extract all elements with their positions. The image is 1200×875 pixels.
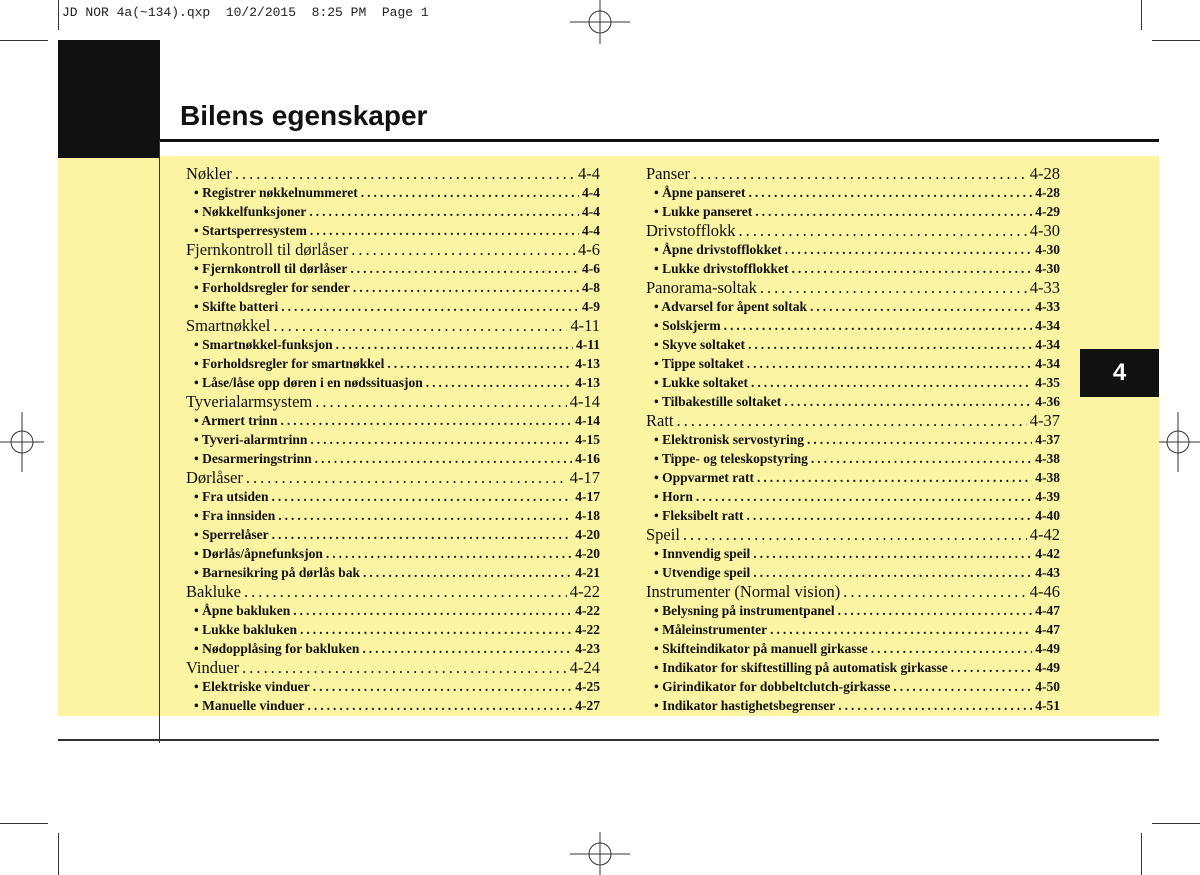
toc-page-number: 4-17: [569, 468, 600, 487]
toc-label: • Dørlås/åpnefunksjon: [194, 546, 323, 561]
toc-section[interactable]: [646, 221, 1060, 240]
toc-label: • Desarmeringstrinn: [194, 451, 312, 466]
toc-page-number: 4-28: [1035, 185, 1060, 200]
toc-entry[interactable]: [646, 506, 1060, 525]
toc-leader-dots: [273, 316, 567, 335]
toc-section[interactable]: [186, 316, 600, 335]
toc-page-number: 4-51: [1035, 698, 1060, 713]
toc-page-number: 4-37: [1035, 432, 1060, 447]
toc-entry[interactable]: [646, 430, 1060, 449]
toc-page-number: 4-38: [1035, 451, 1060, 466]
toc-label: • Elektriske vinduer: [194, 679, 310, 694]
toc-entry[interactable]: [186, 221, 600, 240]
toc-page-number: 4-40: [1035, 508, 1060, 523]
toc-column-right: [646, 164, 1060, 715]
crop-mark: [58, 833, 59, 875]
toc-label: • Åpne drivstofflokket: [654, 242, 782, 257]
toc-leader-dots: [280, 411, 572, 430]
registration-mark-left: [0, 412, 44, 472]
toc-leader-dots: [755, 202, 1032, 221]
toc-entry[interactable]: [646, 240, 1060, 259]
toc-label: • Lukke panseret: [654, 204, 753, 219]
toc-entry[interactable]: [646, 354, 1060, 373]
toc-page-number: 4-49: [1035, 660, 1060, 675]
toc-page-number: 4-22: [569, 582, 600, 601]
toc-section[interactable]: [646, 525, 1060, 544]
toc-page-number: 4-46: [1029, 582, 1060, 601]
toc-entry[interactable]: [186, 696, 600, 715]
toc-section[interactable]: [186, 582, 600, 601]
toc-leader-dots: [353, 278, 579, 297]
toc-entry[interactable]: [646, 563, 1060, 582]
toc-entry[interactable]: [646, 449, 1060, 468]
toc-label: • Advarsel for åpent soltak: [654, 299, 807, 314]
toc-entry[interactable]: [186, 525, 600, 544]
toc-leader-dots: [748, 335, 1032, 354]
toc-leader-dots: [313, 677, 573, 696]
chapter-tab: 4: [1080, 349, 1159, 397]
toc-label: • Fleksibelt ratt: [654, 508, 744, 523]
toc-label: Drivstofflokk: [646, 221, 736, 240]
toc-page-number: 4-30: [1035, 261, 1060, 276]
toc-label: • Lukke drivstofflokket: [654, 261, 789, 276]
toc-label: • Skifte batteri: [194, 299, 279, 314]
toc-label: • Smartnøkkel-funksjon: [194, 337, 333, 352]
toc-leader-dots: [271, 487, 572, 506]
crop-mark: [1141, 833, 1142, 875]
toc-leader-dots: [309, 202, 579, 221]
toc-leader-dots: [810, 297, 1032, 316]
toc-page-number: 4-27: [575, 698, 600, 713]
toc-page-number: 4-4: [582, 223, 600, 238]
margin-rule: [159, 140, 160, 743]
toc-label: Dørlåser: [186, 468, 243, 487]
toc-entry[interactable]: [186, 335, 600, 354]
toc-label: • Barnesikring på dørlås bak: [194, 565, 361, 580]
toc-entry[interactable]: [186, 544, 600, 563]
toc-label: • Oppvarmet ratt: [654, 470, 754, 485]
toc-leader-dots: [770, 620, 1032, 639]
toc-entry[interactable]: [646, 639, 1060, 658]
toc-leader-dots: [760, 278, 1027, 297]
toc-leader-dots: [307, 696, 572, 715]
registration-mark-top: [570, 0, 630, 44]
toc-leader-dots: [693, 164, 1027, 183]
toc-label: Ratt: [646, 411, 674, 430]
toc-label: • Horn: [654, 489, 693, 504]
toc-page-number: 4-49: [1035, 641, 1060, 656]
toc-entry[interactable]: [186, 487, 600, 506]
toc-entry[interactable]: [186, 449, 600, 468]
toc-page-number: 4-29: [1035, 204, 1060, 219]
toc-page-number: 4-30: [1029, 221, 1060, 240]
toc-label: Panser: [646, 164, 690, 183]
toc-page-number: 4-42: [1029, 525, 1060, 544]
toc-label: Fjernkontroll til dørlåser: [186, 240, 349, 259]
toc-page-number: 4-22: [575, 622, 600, 637]
crop-mark: [1141, 0, 1142, 30]
toc-section[interactable]: [186, 240, 600, 259]
toc-page-number: 4-22: [575, 603, 600, 618]
crop-mark: [58, 0, 59, 30]
toc-page-number: 4-25: [575, 679, 600, 694]
toc-leader-dots: [326, 544, 572, 563]
toc-leader-dots: [785, 240, 1033, 259]
toc-page-number: 4-34: [1035, 337, 1060, 352]
toc-leader-dots: [315, 449, 573, 468]
toc-leader-dots: [871, 639, 1032, 658]
toc-section[interactable]: [646, 164, 1060, 183]
toc-page-number: 4-37: [1029, 411, 1060, 430]
toc-label: • Manuelle vinduer: [194, 698, 305, 713]
toc-page-number: 4-36: [1035, 394, 1060, 409]
toc-page-number: 4-47: [1035, 603, 1060, 618]
toc-leader-dots: [696, 487, 1032, 506]
toc-label: • Åpne bakluken: [194, 603, 291, 618]
toc-page-number: 4-6: [578, 240, 600, 259]
toc-label: • Nødopplåsing for bakluken: [194, 641, 360, 656]
bottom-rule: [58, 739, 1159, 741]
toc-entry[interactable]: [186, 373, 600, 392]
toc-label: • Skifteindikator på manuell girkasse: [654, 641, 868, 656]
toc-leader-dots: [281, 297, 579, 316]
toc-entry[interactable]: [186, 430, 600, 449]
toc-leader-dots: [315, 392, 567, 411]
crop-mark: [1152, 823, 1200, 824]
toc-leader-dots: [310, 430, 572, 449]
toc-entry[interactable]: [186, 677, 600, 696]
toc-entry[interactable]: [186, 639, 600, 658]
registration-mark-bottom: [570, 832, 630, 875]
toc-page-number: 4-50: [1035, 679, 1060, 694]
toc-page-number: 4-11: [570, 316, 600, 335]
toc-page-number: 4-47: [1035, 622, 1060, 637]
toc-label: • Fra utsiden: [194, 489, 269, 504]
toc-leader-dots: [362, 639, 572, 658]
toc-label: • Girindikator for dobbeltclutch-girkasse: [654, 679, 891, 694]
toc-entry[interactable]: [186, 183, 600, 202]
toc-page-number: 4-34: [1035, 318, 1060, 333]
page-title: Bilens egenskaper: [180, 100, 428, 131]
toc-leader-dots: [310, 221, 579, 240]
toc-entry[interactable]: [186, 259, 600, 278]
toc-section[interactable]: [186, 392, 600, 411]
toc-page-number: 4-8: [582, 280, 600, 295]
toc-label: • Tilbakestille soltaket: [654, 394, 782, 409]
toc-leader-dots: [242, 658, 567, 677]
toc-leader-dots: [746, 506, 1032, 525]
toc-leader-dots: [753, 544, 1032, 563]
toc-entry[interactable]: [646, 297, 1060, 316]
toc-label: • Fjernkontroll til dørlåser: [194, 261, 348, 276]
toc-page-number: 4-20: [575, 546, 600, 561]
toc-section[interactable]: [186, 164, 600, 183]
toc-entry[interactable]: [186, 506, 600, 525]
toc-leader-dots: [351, 240, 575, 259]
toc-page-number: 4-4: [582, 204, 600, 219]
toc-entry[interactable]: [646, 468, 1060, 487]
toc-leader-dots: [300, 620, 572, 639]
toc-leader-dots: [748, 183, 1032, 202]
toc-entry[interactable]: [646, 658, 1060, 677]
toc-page-number: 4-20: [575, 527, 600, 542]
crop-mark: [0, 823, 48, 824]
toc-page-number: 4-43: [1035, 565, 1060, 580]
toc-page-number: 4-39: [1035, 489, 1060, 504]
toc-label: Instrumenter (Normal vision): [646, 582, 841, 601]
toc-page-number: 4-13: [575, 375, 600, 390]
toc-leader-dots: [838, 601, 1033, 620]
toc-entry[interactable]: [186, 354, 600, 373]
toc-page-number: 4-30: [1035, 242, 1060, 257]
chapter-block: [58, 40, 160, 158]
toc-label: • Forholdsregler for smartnøkkel: [194, 356, 385, 371]
toc-page-number: 4-4: [582, 185, 600, 200]
toc-leader-dots: [751, 373, 1032, 392]
toc-label: Nøkler: [186, 164, 232, 183]
toc-label: • Tippe soltaket: [654, 356, 744, 371]
toc-label: • Lukke bakluken: [194, 622, 298, 637]
toc-label: • Låse/låse opp døren i en nødssituasjon: [194, 375, 423, 390]
crop-mark: [0, 40, 48, 41]
toc-page-number: 4-14: [575, 413, 600, 428]
toc-label: • Armert trinn: [194, 413, 278, 428]
toc-leader-dots: [246, 468, 567, 487]
toc-section[interactable]: [186, 658, 600, 677]
toc-page-number: 4-21: [575, 565, 600, 580]
toc-column-left: [186, 164, 600, 715]
toc-entry[interactable]: [646, 259, 1060, 278]
toc-page-number: 4-38: [1035, 470, 1060, 485]
toc-leader-dots: [387, 354, 572, 373]
toc-label: • Indikator for skiftestilling på automatisk girkasse: [654, 660, 948, 675]
toc-label: • Forholdsregler for sender: [194, 280, 350, 295]
toc-leader-dots: [784, 392, 1032, 411]
toc-page-number: 4-18: [575, 508, 600, 523]
toc-label: Vinduer: [186, 658, 240, 677]
toc-leader-dots: [363, 563, 572, 582]
toc-label: • Registrer nøkkelnummeret: [194, 185, 358, 200]
toc-leader-dots: [350, 259, 579, 278]
toc-entry[interactable]: [186, 563, 600, 582]
toc-leader-dots: [807, 430, 1032, 449]
toc-leader-dots: [361, 183, 579, 202]
toc-page-number: 4-16: [575, 451, 600, 466]
toc-leader-dots: [683, 525, 1027, 544]
toc-page-number: 4-34: [1035, 356, 1060, 371]
toc-entry[interactable]: [186, 278, 600, 297]
toc-section[interactable]: [646, 278, 1060, 297]
toc-page-number: 4-17: [575, 489, 600, 504]
toc-leader-dots: [278, 506, 572, 525]
print-slug: JD NOR 4a(~134).qxp 10/2/2015 8:25 PM Page 1: [62, 5, 429, 20]
toc-label: Speil: [646, 525, 680, 544]
toc-entry[interactable]: [646, 696, 1060, 715]
toc-leader-dots: [757, 468, 1032, 487]
toc-entry[interactable]: [186, 297, 600, 316]
toc-entry[interactable]: [646, 620, 1060, 639]
toc-leader-dots: [811, 449, 1032, 468]
toc-leader-dots: [244, 582, 567, 601]
toc-label: • Sperrelåser: [194, 527, 269, 542]
toc-leader-dots: [235, 164, 575, 183]
toc-leader-dots: [747, 354, 1033, 373]
toc-label: • Innvendig speil: [654, 546, 751, 561]
toc-leader-dots: [753, 563, 1032, 582]
toc-page-number: 4-33: [1035, 299, 1060, 314]
toc-section[interactable]: [646, 582, 1060, 601]
toc-page-number: 4-13: [575, 356, 600, 371]
toc-entry[interactable]: [646, 544, 1060, 563]
toc-label: Tyverialarmsystem: [186, 392, 313, 411]
registration-mark-right: [1156, 412, 1200, 472]
toc-label: • Nøkkelfunksjoner: [194, 204, 307, 219]
toc-leader-dots: [293, 601, 572, 620]
toc-label: • Skyve soltaket: [654, 337, 745, 352]
toc-leader-dots: [272, 525, 573, 544]
toc-label: Smartnøkkel: [186, 316, 271, 335]
toc-entry[interactable]: [186, 411, 600, 430]
toc-entry[interactable]: [186, 202, 600, 221]
toc-page-number: 4-15: [575, 432, 600, 447]
toc-entry[interactable]: [646, 202, 1060, 221]
toc-page-number: 4-4: [578, 164, 600, 183]
toc-leader-dots: [893, 677, 1032, 696]
toc-label: • Lukke soltaket: [654, 375, 748, 390]
toc-entry[interactable]: [646, 392, 1060, 411]
toc-page-number: 4-9: [582, 299, 600, 314]
toc-page-number: 4-24: [569, 658, 600, 677]
toc-entry[interactable]: [186, 601, 600, 620]
toc-leader-dots: [951, 658, 1032, 677]
toc-label: • Tippe- og teleskopstyring: [654, 451, 808, 466]
toc-leader-dots: [677, 411, 1027, 430]
toc-label: Panorama-soltak: [646, 278, 757, 297]
toc-entry[interactable]: [646, 335, 1060, 354]
toc-label: • Belysning på instrumentpanel: [654, 603, 835, 618]
toc-page-number: 4-28: [1029, 164, 1060, 183]
toc-leader-dots: [792, 259, 1033, 278]
toc-label: • Fra innsiden: [194, 508, 276, 523]
toc-label: • Solskjerm: [654, 318, 721, 333]
toc-entry[interactable]: [646, 183, 1060, 202]
toc-page-number: 4-14: [569, 392, 600, 411]
toc-page-number: 4-11: [575, 337, 600, 352]
toc-leader-dots: [739, 221, 1027, 240]
toc-section[interactable]: [646, 411, 1060, 430]
toc-entry[interactable]: [646, 601, 1060, 620]
toc-leader-dots: [843, 582, 1026, 601]
toc-page-number: 4-6: [582, 261, 600, 276]
toc-page-number: 4-33: [1029, 278, 1060, 297]
toc-leader-dots: [838, 696, 1032, 715]
toc-entry[interactable]: [646, 373, 1060, 392]
toc-entry[interactable]: [646, 487, 1060, 506]
toc-page-number: 4-23: [575, 641, 600, 656]
toc-page-number: 4-42: [1035, 546, 1060, 561]
toc-label: • Måleinstrumenter: [654, 622, 768, 637]
toc-label: • Elektronisk servostyring: [654, 432, 804, 447]
toc-label: • Tyveri-alarmtrinn: [194, 432, 308, 447]
crop-mark: [1152, 40, 1200, 41]
toc-label: • Startsperresystem: [194, 223, 307, 238]
toc-label: • Utvendige speil: [654, 565, 751, 580]
title-rule: [160, 139, 1159, 142]
toc-entry[interactable]: [646, 677, 1060, 696]
toc-label: Bakluke: [186, 582, 241, 601]
toc-page-number: 4-35: [1035, 375, 1060, 390]
toc-label: • Indikator hastighetsbegrenser: [654, 698, 836, 713]
toc-section[interactable]: [186, 468, 600, 487]
toc-leader-dots: [426, 373, 572, 392]
toc-entry[interactable]: [646, 316, 1060, 335]
toc-leader-dots: [724, 316, 1033, 335]
toc-entry[interactable]: [186, 620, 600, 639]
toc-leader-dots: [336, 335, 573, 354]
toc-label: • Åpne panseret: [654, 185, 746, 200]
